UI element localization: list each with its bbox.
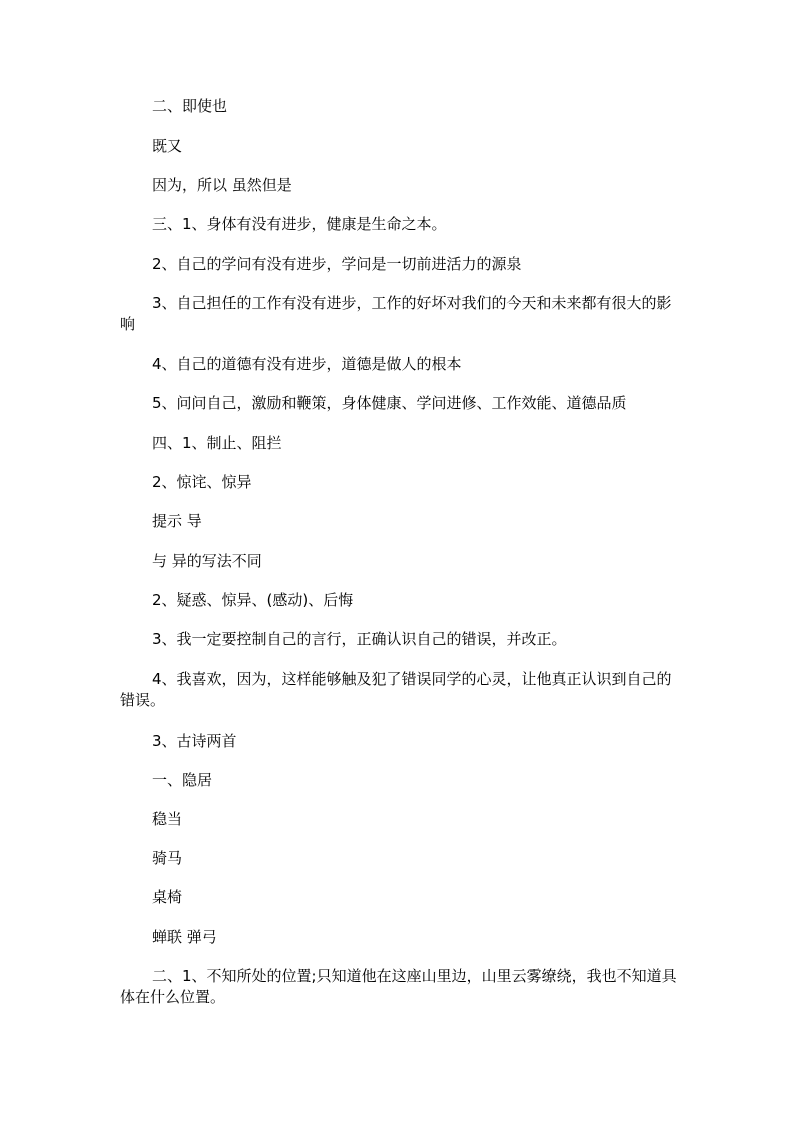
paragraph-12: 与 异的写法不同 (152, 552, 262, 570)
paragraph-6: 3、自己担任的工作有没有进步，工作的好坏对我们的今天和未来都有很大的影响 (120, 294, 672, 333)
paragraph-7: 4、自己的道德有没有进步，道德是做人的根本 (152, 355, 462, 373)
paragraph-5: 2、自己的学问有没有进步，学问是一切前进活力的源泉 (152, 255, 522, 273)
paragraph-9: 四、1、制止、阻拦 (152, 434, 282, 452)
paragraph-17: 一、隐居 (152, 771, 213, 789)
paragraph-2: 既又 (152, 137, 183, 155)
paragraph-15: 4、我喜欢，因为，这样能够触及犯了错误同学的心灵，让他真正认识到自己的错误。 (120, 670, 672, 709)
paragraph-18: 稳当 (152, 810, 183, 828)
paragraph-8: 5、问问自己，激励和鞭策，身体健康、学问进修、工作效能、道德品质 (152, 394, 627, 412)
paragraph-4: 三、1、身体有没有进步，健康是生命之本。 (152, 215, 447, 233)
paragraph-21: 蝉联 弹弓 (152, 928, 217, 946)
paragraph-11: 提示 导 (152, 512, 202, 530)
paragraph-13: 2、疑惑、惊异、(感动)、后悔 (152, 591, 354, 609)
paragraph-20: 桌椅 (152, 888, 183, 906)
paragraph-19: 骑马 (152, 849, 183, 867)
paragraph-10: 2、惊诧、惊异 (152, 473, 252, 491)
paragraph-22: 二、1、不知所处的位置;只知道他在这座山里边，山里云雾缭绕，我也不知道具体在什么位置。 (120, 967, 677, 1006)
paragraph-3: 因为，所以 虽然但是 (152, 176, 292, 194)
paragraph-14: 3、我一定要控制自己的言行，正确认识自己的错误，并改正。 (152, 630, 567, 648)
paragraph-16: 3、古诗两首 (152, 732, 237, 750)
paragraph-1: 二、即使也 (152, 97, 228, 115)
